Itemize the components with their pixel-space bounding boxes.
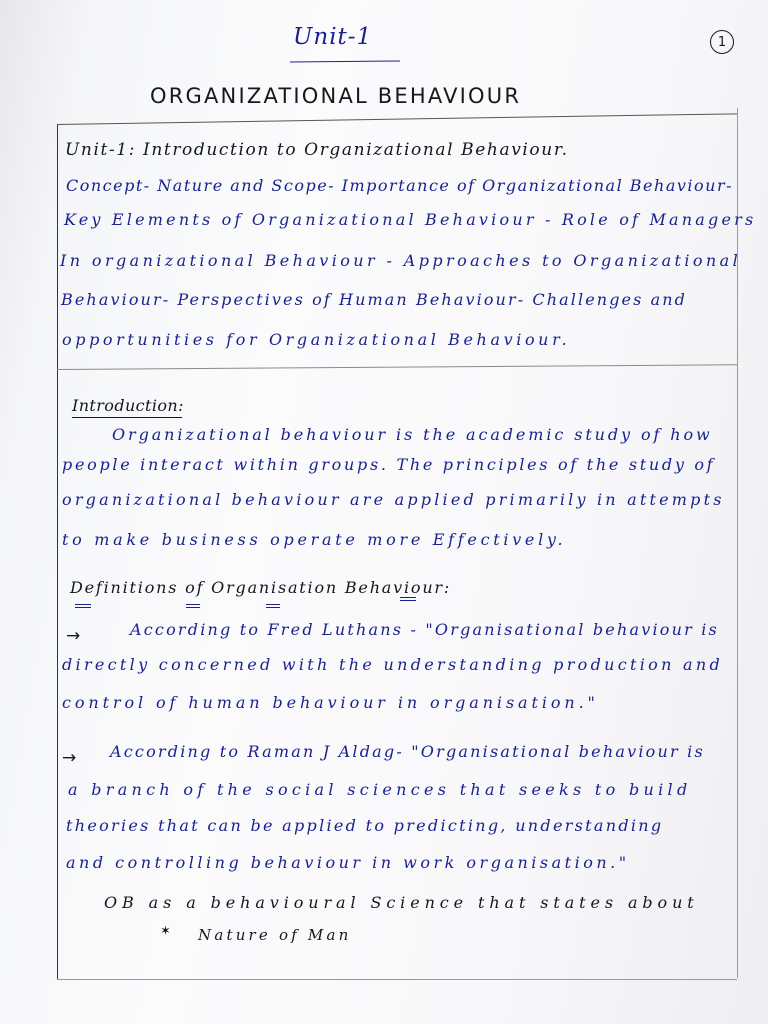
star-icon: ✶	[160, 924, 172, 939]
aldag-line-1: According to Raman J Aldag- "Organisational behaviour is	[110, 742, 705, 761]
title-underline	[290, 61, 400, 63]
introduction-line-1: Organizational behaviour is the academic study of how	[112, 425, 713, 444]
luthans-line-2: directly concerned with the understanding production and	[62, 655, 724, 674]
definitions-heading: Definitions of Organisation Behaviour:	[70, 578, 452, 597]
arrow-icon: →	[66, 626, 81, 646]
unit-title: Unit-1	[293, 24, 373, 50]
aldag-line-3: theories that can be applied to predicting, understanding	[66, 816, 664, 835]
definitions-underline-2	[186, 604, 200, 608]
syllabus-divider	[57, 364, 737, 370]
arrow-icon: →	[62, 748, 77, 768]
bullet-nature-of-man: Nature of Man	[198, 926, 352, 944]
syllabus-line-4: In organizational Behaviour - Approaches to Organizational	[60, 251, 742, 270]
box-bottom-border	[57, 979, 737, 980]
syllabus-line-2: Concept- Nature and Scope- Importance of Organizational Behaviour-	[66, 176, 734, 195]
box-right-border	[737, 108, 738, 978]
syllabus-line-3: Key Elements of Organizational Behaviour - Role of Managers	[64, 210, 757, 229]
syllabus-line-6: opportunities for Organizational Behaviour.	[62, 330, 571, 349]
ob-statement: OB as a behavioural Science that states about	[104, 893, 699, 912]
luthans-line-3: control of human behaviour in organisation."	[62, 693, 599, 712]
introduction-line-3: organizational behaviour are applied primarily in attempts	[62, 490, 725, 509]
page-number: 1	[710, 30, 734, 54]
syllabus-line-1: Unit-1: Introduction to Organizational Behaviour.	[65, 140, 569, 160]
aldag-line-4: and controlling behaviour in work organisation."	[66, 853, 630, 872]
page-heading: ORGANIZATIONAL BEHAVIOUR	[150, 84, 522, 108]
definitions-underline-4	[400, 597, 416, 601]
definitions-underline-3	[266, 604, 280, 608]
box-left-border	[57, 124, 58, 979]
definitions-underline-1	[75, 604, 91, 608]
aldag-line-2: a branch of the social sciences that seeks to build	[68, 780, 692, 799]
box-top-border	[57, 113, 737, 125]
introduction-underline	[72, 417, 182, 418]
syllabus-line-5: Behaviour- Perspectives of Human Behaviour- Challenges and	[61, 290, 687, 309]
introduction-line-4: to make business operate more Effectively.	[62, 530, 567, 549]
introduction-line-2: people interact within groups. The principles of the study of	[62, 455, 716, 474]
introduction-heading: Introduction:	[72, 396, 184, 415]
luthans-line-1: According to Fred Luthans - "Organisational behaviour is	[130, 620, 719, 639]
